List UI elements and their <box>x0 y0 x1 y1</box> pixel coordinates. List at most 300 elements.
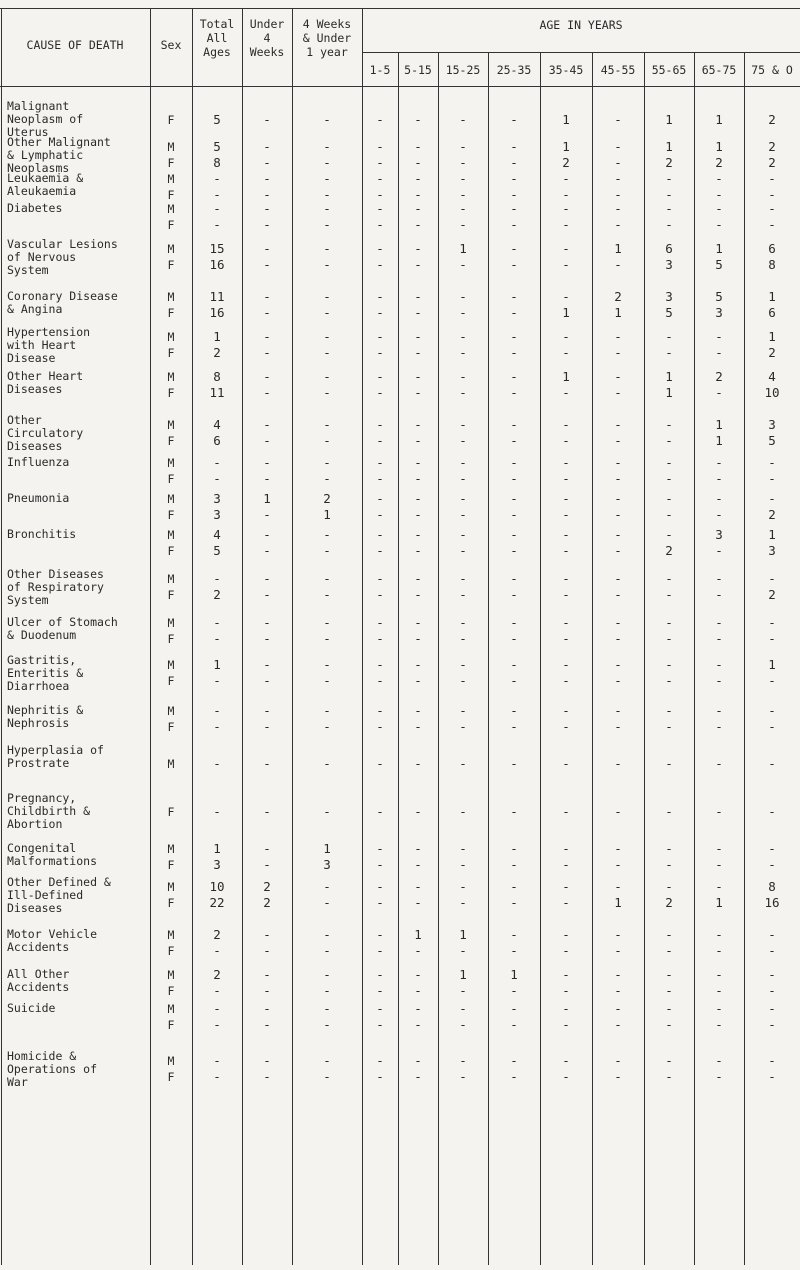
cause-label-line: Childbirth & <box>7 804 91 818</box>
value-cell: - <box>715 756 723 771</box>
value-cell: - <box>213 943 221 958</box>
sex-cell: M <box>167 329 175 344</box>
header-age-band: 35-45 <box>548 63 584 77</box>
value-cell: - <box>510 187 518 202</box>
value-cell: - <box>263 201 271 216</box>
value-cell: - <box>323 187 331 202</box>
grid-line <box>362 52 800 53</box>
value-cell: - <box>459 256 467 272</box>
value-cell: - <box>414 471 422 486</box>
value-cell: - <box>323 289 331 304</box>
value-cell: 1 <box>562 112 570 127</box>
value-cell: - <box>376 719 384 734</box>
value-cell: - <box>715 328 723 344</box>
value-cell: - <box>414 256 422 272</box>
value-cell: - <box>510 570 518 586</box>
cause-label-line: Ulcer of Stomach <box>7 615 118 629</box>
value-cell: - <box>323 471 331 486</box>
value-cell: - <box>459 305 467 320</box>
sex-cell: F <box>167 858 175 872</box>
value-cell: - <box>263 187 271 202</box>
value-cell: 1 <box>263 491 271 506</box>
value-cell: - <box>459 416 467 432</box>
value-cell: - <box>614 878 622 894</box>
value-cell: - <box>562 804 570 819</box>
cause-label-line: Ill-Defined <box>7 888 84 902</box>
value-cell: - <box>213 201 221 216</box>
value-cell: - <box>768 201 776 216</box>
value-cell: - <box>459 289 467 304</box>
cause-label-line: of Respiratory <box>7 580 104 594</box>
header-age-band: 25-35 <box>496 63 532 77</box>
cause-label <box>7 744 157 770</box>
value-cell: 8 <box>768 256 776 272</box>
cause-label <box>7 172 157 198</box>
value-cell: - <box>614 171 622 186</box>
value-cell: 2 <box>768 507 776 522</box>
sex-cell: F <box>167 188 175 202</box>
value-cell: - <box>562 672 570 688</box>
value-cell: - <box>614 187 622 202</box>
value-cell: - <box>459 631 467 646</box>
value-cell: 2 <box>665 154 673 170</box>
value-cell: - <box>376 943 384 958</box>
value-cell: - <box>614 672 622 688</box>
value-cell: - <box>414 187 422 202</box>
value-cell: - <box>768 471 776 486</box>
value-cell: 5 <box>768 432 776 448</box>
sex-cell: M <box>167 241 175 256</box>
value-cell: 2 <box>213 967 221 982</box>
value-cell: - <box>768 1017 776 1032</box>
value-cell: - <box>510 983 518 998</box>
cause-label-line: Neoplasm of <box>7 112 84 126</box>
value-cell: - <box>614 491 622 506</box>
value-cell: - <box>323 615 331 630</box>
value-cell: - <box>263 138 271 154</box>
value-cell: - <box>665 841 673 856</box>
value-cell: 5 <box>715 289 723 304</box>
value-cell: 3 <box>323 857 331 872</box>
value-cell: - <box>510 328 518 344</box>
sex-cell: F <box>167 218 175 232</box>
value-cell: - <box>414 967 422 982</box>
value-cell: 1 <box>768 656 776 672</box>
value-cell: - <box>715 841 723 856</box>
value-cell: - <box>510 841 518 856</box>
value-cell: - <box>715 171 723 186</box>
sex-cell: M <box>167 1002 175 1016</box>
value-cell: - <box>323 719 331 734</box>
value-cell: - <box>376 187 384 202</box>
value-cell: 16 <box>209 305 225 320</box>
value-cell: - <box>562 983 570 998</box>
value-cell: - <box>414 112 422 127</box>
value-cell: 8 <box>213 369 221 384</box>
value-cell: - <box>213 171 221 186</box>
value-cell: - <box>665 187 673 202</box>
value-cell: - <box>510 112 518 127</box>
value-cell: - <box>614 344 622 360</box>
value-cell: - <box>376 507 384 522</box>
cause-label-line: Operations of <box>7 1062 98 1076</box>
value-cell: - <box>414 416 422 432</box>
value-cell: - <box>562 927 570 942</box>
value-cell: - <box>510 543 518 558</box>
value-cell: - <box>376 154 384 170</box>
cause-label-line: Other <box>7 413 42 427</box>
value-cell: - <box>614 432 622 448</box>
value-cell: - <box>213 187 221 202</box>
cause-label-line: Malformations <box>7 854 98 868</box>
cause-label-line: Diabetes <box>7 201 63 215</box>
value-cell: - <box>614 1017 622 1032</box>
value-cell: - <box>715 857 723 872</box>
value-cell: - <box>614 385 622 400</box>
sex-cell: F <box>167 113 175 127</box>
value-cell: - <box>614 841 622 856</box>
cause-label <box>7 842 157 868</box>
value-cell: 3 <box>213 491 221 506</box>
value-cell: - <box>459 201 467 216</box>
value-cell: - <box>263 344 271 360</box>
sex-cell: M <box>167 1053 175 1068</box>
value-cell: 1 <box>665 112 673 127</box>
value-cell: - <box>459 878 467 894</box>
value-cell: - <box>768 943 776 958</box>
value-cell: - <box>376 1001 384 1016</box>
value-cell: - <box>510 756 518 771</box>
value-cell: - <box>715 471 723 486</box>
value-cell: - <box>510 432 518 448</box>
value-cell: - <box>459 154 467 170</box>
value-cell: - <box>510 586 518 602</box>
value-cell: - <box>715 543 723 558</box>
value-cell: - <box>510 385 518 400</box>
value-cell: - <box>376 841 384 856</box>
cause-label-line: Hypertension <box>7 325 91 339</box>
value-cell: - <box>323 631 331 646</box>
header-cause: CAUSE OF DEATH <box>26 38 124 52</box>
value-cell: 1 <box>414 927 422 942</box>
value-cell: 3 <box>768 416 776 432</box>
sex-cell: M <box>167 657 175 672</box>
cause-label-line: Congenital <box>7 841 77 855</box>
value-cell: 8 <box>768 878 776 894</box>
value-cell: - <box>213 1017 221 1032</box>
value-cell: - <box>665 344 673 360</box>
value-cell: - <box>715 1052 723 1068</box>
value-cell: - <box>414 240 422 256</box>
value-cell: 10 <box>209 878 225 894</box>
value-cell: - <box>376 857 384 872</box>
cause-label <box>7 456 157 469</box>
value-cell: - <box>614 656 622 672</box>
cause-label <box>7 528 157 541</box>
value-cell: - <box>323 943 331 958</box>
value-cell: - <box>510 154 518 170</box>
value-cell: - <box>459 543 467 558</box>
value-cell: - <box>562 344 570 360</box>
value-cell: - <box>263 586 271 602</box>
value-cell: - <box>263 631 271 646</box>
value-cell: - <box>263 983 271 998</box>
value-cell: - <box>614 154 622 170</box>
value-cell: - <box>414 719 422 734</box>
value-cell: - <box>614 138 622 154</box>
cause-label-line: Nephrosis <box>7 716 70 730</box>
value-cell: - <box>414 543 422 558</box>
cause-label-line: Suicide <box>7 1001 56 1015</box>
value-cell: - <box>459 328 467 344</box>
value-cell: - <box>562 1017 570 1032</box>
value-cell: - <box>323 703 331 718</box>
value-cell: - <box>614 256 622 272</box>
value-cell: 2 <box>715 154 723 170</box>
value-cell: - <box>323 656 331 672</box>
value-cell: - <box>459 703 467 718</box>
value-cell: - <box>768 672 776 688</box>
value-cell: - <box>715 344 723 360</box>
value-cell: - <box>665 507 673 522</box>
value-cell: - <box>562 841 570 856</box>
value-cell: - <box>376 927 384 942</box>
value-cell: - <box>715 455 723 470</box>
sex-cell: F <box>167 508 175 522</box>
value-cell: 2 <box>323 491 331 506</box>
value-cell: 1 <box>459 927 467 942</box>
value-cell: - <box>665 943 673 958</box>
value-cell: - <box>414 344 422 360</box>
value-cell: - <box>376 201 384 216</box>
value-cell: - <box>510 878 518 894</box>
sex-cell: F <box>167 433 175 448</box>
value-cell: - <box>263 507 271 522</box>
value-cell: - <box>213 615 221 630</box>
value-cell: 1 <box>562 305 570 320</box>
value-cell: 11 <box>209 385 225 400</box>
value-cell: - <box>213 983 221 998</box>
value-cell: - <box>510 703 518 718</box>
value-cell: - <box>459 857 467 872</box>
value-cell: - <box>263 256 271 272</box>
value-cell: - <box>376 703 384 718</box>
sex-cell: F <box>167 257 175 272</box>
value-cell: - <box>263 305 271 320</box>
value-cell: - <box>323 1017 331 1032</box>
value-cell: - <box>768 570 776 586</box>
cause-label-line: War <box>7 1075 28 1089</box>
value-cell: - <box>263 841 271 856</box>
value-cell: - <box>263 455 271 470</box>
value-cell: - <box>376 615 384 630</box>
cause-label <box>7 568 157 607</box>
value-cell: - <box>376 416 384 432</box>
value-cell: - <box>323 455 331 470</box>
value-cell: - <box>562 527 570 542</box>
cause-label-line: Diseases <box>7 901 63 915</box>
value-cell: - <box>459 894 467 910</box>
value-cell: - <box>614 328 622 344</box>
value-cell: - <box>459 756 467 771</box>
cause-label-line: Diarrhoea <box>7 679 70 693</box>
sex-cell: M <box>167 492 175 506</box>
value-cell: - <box>768 455 776 470</box>
value-cell: - <box>323 385 331 400</box>
value-cell: 22 <box>209 894 225 910</box>
cause-label-line: Gastritis, <box>7 653 77 667</box>
value-cell: - <box>459 491 467 506</box>
grid-line <box>0 86 800 87</box>
value-cell: 5 <box>213 138 221 154</box>
cause-label-line: Accidents <box>7 980 70 994</box>
value-cell: - <box>323 240 331 256</box>
value-cell: - <box>376 471 384 486</box>
header-age-band: 15-25 <box>445 63 481 77</box>
value-cell: - <box>323 1052 331 1068</box>
cause-label-line: Prostrate <box>7 756 70 770</box>
value-cell: - <box>323 756 331 771</box>
value-cell: - <box>263 1052 271 1068</box>
value-cell: - <box>510 369 518 384</box>
value-cell: - <box>510 672 518 688</box>
value-cell: - <box>376 756 384 771</box>
cause-label-line: Pregnancy, <box>7 791 77 805</box>
value-cell: - <box>459 527 467 542</box>
value-cell: 5 <box>213 543 221 558</box>
value-cell: 5 <box>213 112 221 127</box>
cause-label <box>7 704 157 730</box>
value-cell: - <box>665 328 673 344</box>
value-cell: 2 <box>768 112 776 127</box>
value-cell: - <box>562 943 570 958</box>
value-cell: - <box>768 756 776 771</box>
cause-label-line: Aleukaemia <box>7 184 77 198</box>
value-cell: - <box>562 756 570 771</box>
value-cell: - <box>376 217 384 232</box>
value-cell: - <box>459 432 467 448</box>
value-cell: - <box>562 240 570 256</box>
header-age-band: 75 & O <box>751 63 793 77</box>
value-cell: - <box>263 112 271 127</box>
value-cell: - <box>665 586 673 602</box>
sex-cell: M <box>167 928 175 942</box>
value-cell: 1 <box>715 112 723 127</box>
value-cell: - <box>459 672 467 688</box>
value-cell: - <box>562 328 570 344</box>
value-cell: 4 <box>213 416 221 432</box>
value-cell: - <box>665 967 673 982</box>
value-cell: - <box>562 385 570 400</box>
header-age-band: 65-75 <box>701 63 737 77</box>
value-cell: 1 <box>768 527 776 542</box>
value-cell: 3 <box>213 857 221 872</box>
header-age-band: 45-55 <box>600 63 636 77</box>
value-cell: - <box>376 656 384 672</box>
value-cell: - <box>665 672 673 688</box>
value-cell: - <box>376 455 384 470</box>
value-cell: - <box>614 369 622 384</box>
value-cell: - <box>414 586 422 602</box>
value-cell: - <box>323 201 331 216</box>
value-cell: - <box>614 570 622 586</box>
value-cell: 2 <box>263 878 271 894</box>
value-cell: - <box>510 256 518 272</box>
value-cell: 6 <box>768 240 776 256</box>
value-cell: - <box>715 385 723 400</box>
value-cell: - <box>263 217 271 232</box>
value-cell: - <box>614 1068 622 1084</box>
value-cell: - <box>376 631 384 646</box>
sex-cell: F <box>167 1018 175 1032</box>
cause-label-line: Uterus <box>7 125 49 139</box>
cause-label-line: Diseases <box>7 382 63 396</box>
header-age-band: 5-15 <box>404 63 432 77</box>
value-cell: - <box>614 943 622 958</box>
sex-cell: M <box>167 616 175 630</box>
value-cell: - <box>510 943 518 958</box>
value-cell: - <box>376 289 384 304</box>
value-cell: - <box>323 1001 331 1016</box>
cause-label <box>7 370 157 396</box>
value-cell: - <box>459 344 467 360</box>
cause-label-line: Abortion <box>7 817 63 831</box>
cause-label <box>7 100 157 139</box>
value-cell: - <box>213 1052 221 1068</box>
value-cell: - <box>768 631 776 646</box>
cause-label <box>7 1050 157 1089</box>
cause-label <box>7 136 157 175</box>
value-cell: - <box>665 983 673 998</box>
value-cell: - <box>323 586 331 602</box>
value-cell: - <box>414 138 422 154</box>
value-cell: - <box>323 983 331 998</box>
value-cell: - <box>213 455 221 470</box>
value-cell: - <box>562 171 570 186</box>
cause-label-line: Bronchitis <box>7 527 77 541</box>
value-cell: 3 <box>213 507 221 522</box>
value-cell: - <box>263 719 271 734</box>
value-cell: - <box>376 1068 384 1084</box>
value-cell: - <box>213 1001 221 1016</box>
value-cell: 8 <box>213 154 221 170</box>
value-cell: - <box>376 328 384 344</box>
value-cell: - <box>665 471 673 486</box>
value-cell: - <box>665 804 673 819</box>
value-cell: 2 <box>768 586 776 602</box>
value-cell: - <box>414 1068 422 1084</box>
value-cell: - <box>614 983 622 998</box>
value-cell: - <box>323 256 331 272</box>
value-cell: - <box>263 171 271 186</box>
value-cell: 1 <box>562 369 570 384</box>
value-cell: - <box>665 527 673 542</box>
value-cell: - <box>459 586 467 602</box>
cause-label-line: All Other <box>7 967 70 981</box>
value-cell: - <box>376 586 384 602</box>
value-cell: - <box>263 967 271 982</box>
value-cell: - <box>414 171 422 186</box>
value-cell: - <box>414 672 422 688</box>
value-cell: - <box>715 943 723 958</box>
value-cell: - <box>665 656 673 672</box>
value-cell: - <box>323 543 331 558</box>
header-age-band: 55-65 <box>651 63 687 77</box>
value-cell: - <box>715 1068 723 1084</box>
sex-cell: F <box>167 673 175 688</box>
value-cell: - <box>459 1068 467 1084</box>
sex-cell: F <box>167 984 175 998</box>
